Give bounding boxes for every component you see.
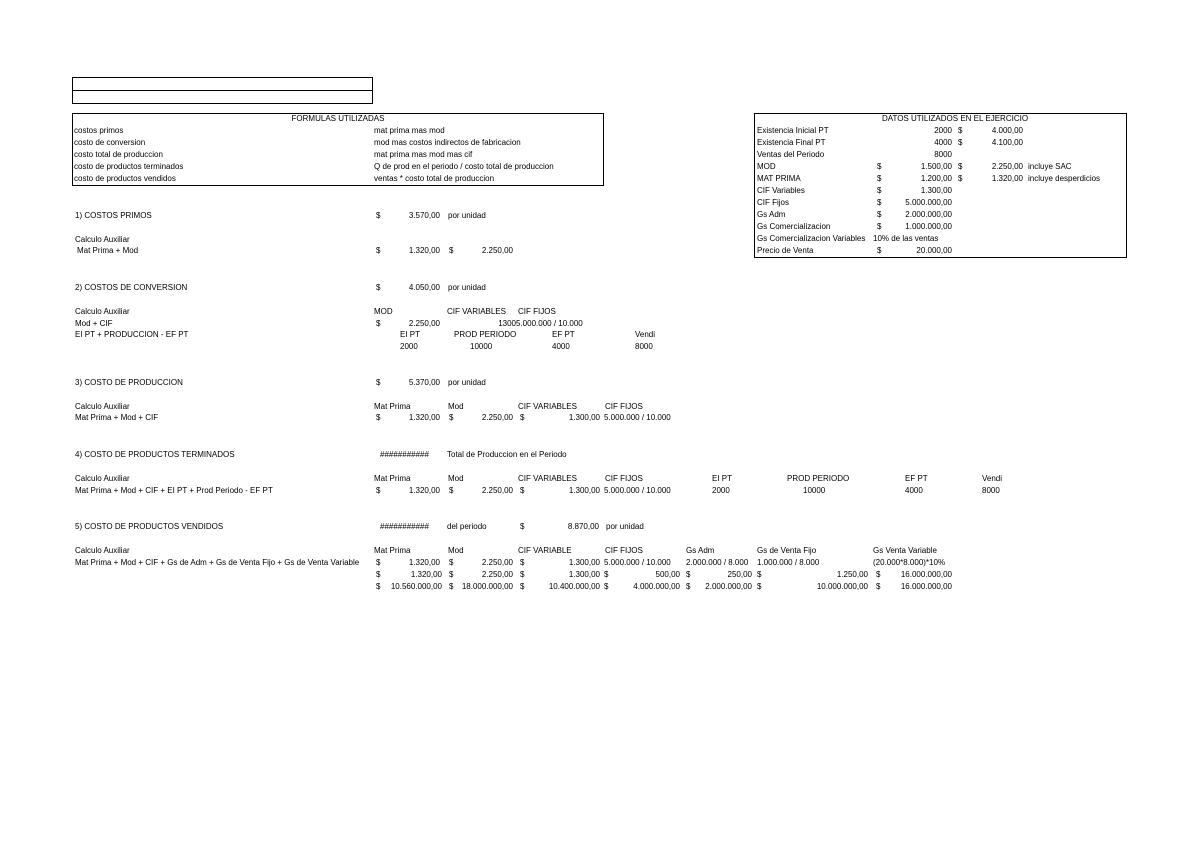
s5-cell: 1.320,00	[410, 570, 442, 579]
s2-title: 2) COSTOS DE CONVERSION	[75, 283, 188, 292]
s5-cur: $	[876, 570, 881, 579]
datos-label: Existencia Inicial PT	[757, 126, 829, 135]
s2-v-cifv: 1300	[498, 319, 516, 328]
s5-cur: $	[686, 582, 691, 591]
datos-title: DATOS UTILIZADOS EN EL EJERCICIO	[881, 114, 1029, 123]
s3-v-mod: 2.250,00	[481, 413, 513, 422]
s5-cur: $	[520, 582, 525, 591]
s5-cell: 2.000.000 / 8.000	[686, 558, 749, 567]
s4-h-eipt: EI PT	[712, 474, 733, 483]
formula-name: costo de productos terminados	[74, 162, 184, 171]
s1-title: 1) COSTOS PRIMOS	[75, 211, 152, 220]
s5-aux: Calculo Auxiliar	[75, 546, 130, 555]
s1-aux: Calculo Auxiliar	[75, 235, 130, 244]
s5-cell: 2.000.000,00	[705, 582, 752, 591]
s5-cell: 10.560.000,00	[390, 582, 442, 591]
datos-value: 2000	[934, 126, 952, 135]
s5-note: del periodo	[447, 522, 487, 531]
s4-h-prod: PROD PERIODO	[787, 474, 850, 483]
s5-cell: 1.000.000 / 8.000	[757, 558, 820, 567]
formula-text: Q de prod en el periodo / costo total de produccion	[374, 162, 554, 171]
s5-cur: $	[376, 570, 381, 579]
s5-cur: $	[757, 582, 762, 591]
datos-cur2: $	[958, 174, 963, 183]
datos-label: MOD	[757, 162, 776, 171]
s2-v-eipt: 2000	[400, 342, 418, 351]
s4-h-vend: Vendi	[982, 474, 1003, 483]
s5-cell: 1.300,00	[568, 570, 600, 579]
formula-text: mod mas costos indirectos de fabricacion	[374, 138, 521, 147]
s4-c-mp: $	[376, 486, 381, 495]
s5-cell: (20.000*8.000)*10%	[873, 558, 946, 567]
datos-value: 1.200,00	[920, 174, 952, 183]
datos-cur: 10% de las ventas	[873, 234, 939, 243]
s2-h-mod: MOD	[374, 307, 393, 316]
s2-c-mod: $	[376, 319, 381, 328]
s1-v1: 1.320,00	[408, 246, 440, 255]
s2-cur: $	[376, 283, 381, 292]
s4-aux: Calculo Auxiliar	[75, 474, 130, 483]
s3-cur: $	[376, 378, 381, 387]
s3-v-ciff: 5.000.000 / 10.000	[604, 413, 671, 422]
s5-cell: 1.300,00	[568, 558, 600, 567]
s3-v-cifv: 1.300,00	[568, 413, 600, 422]
s1-v2: 2.250,00	[481, 246, 513, 255]
s3-c-mp: $	[376, 413, 381, 422]
s3-value: 5.370,00	[408, 378, 440, 387]
s5-cell: 1.250,00	[836, 570, 868, 579]
datos-value: 1.500,00	[920, 162, 952, 171]
formula-name: costos primos	[74, 126, 124, 135]
s3-v-mp: 1.320,00	[408, 413, 440, 422]
s5-cell: 250,00	[727, 570, 752, 579]
formula-text: mat prima mas mod	[374, 126, 445, 135]
datos-label: Gs Comercializacion	[757, 222, 831, 231]
s5-cell: 2.250,00	[481, 558, 513, 567]
formula-name: costo de productos vendidos	[74, 174, 176, 183]
formulas-title: FORMULAS UTILIZADAS	[291, 114, 385, 123]
s5-cur: $	[604, 570, 609, 579]
datos-label: Ventas del Periodo	[757, 150, 825, 159]
datos-value2: 4.100,00	[991, 138, 1023, 147]
s5-cell: 4.000.000,00	[633, 582, 680, 591]
datos-cur: $	[877, 210, 882, 219]
s4-h-mp: Mat Prima	[374, 474, 411, 483]
datos-cur: $	[877, 174, 882, 183]
s4-v-prod: 10000	[803, 486, 826, 495]
s5-cur: $	[520, 558, 525, 567]
formula-name: costo total de produccion	[74, 150, 163, 159]
s4-c-mod: $	[449, 486, 454, 495]
s5-cell: 500,00	[655, 570, 680, 579]
s4-c-cifv: $	[520, 486, 525, 495]
s3-h-cifv: CIF VARIABLES	[518, 402, 577, 411]
s2-aux: Calculo Auxiliar	[75, 307, 130, 316]
datos-label: CIF Fijos	[757, 198, 789, 207]
datos-value: 2.000.000,00	[905, 210, 952, 219]
datos-cur: $	[877, 222, 882, 231]
s5-header: CIF FIJOS	[605, 546, 643, 555]
s5-cur: $	[376, 582, 381, 591]
s4-title: 4) COSTO DE PRODUCTOS TERMINADOS	[75, 450, 235, 459]
s1-c2: $	[449, 246, 454, 255]
formula-text: ventas * costo total de produccion	[374, 174, 495, 183]
s2-h-prod: PROD PERIODO	[454, 330, 517, 339]
s3-h-mp: Mat Prima	[374, 402, 411, 411]
s2-unit: por unidad	[448, 283, 486, 292]
s2-h-eipt: EI PT	[400, 330, 421, 339]
s5-cur: $	[686, 570, 691, 579]
datos-label: Existencia Final PT	[757, 138, 826, 147]
datos-note: incluye SAC	[1028, 162, 1072, 171]
datos-value: 4000	[934, 138, 952, 147]
s5-cur: $	[876, 582, 881, 591]
s1-value: 3.570,00	[408, 211, 440, 220]
s4-v-mod: 2.250,00	[481, 486, 513, 495]
s5-cell: 16.000.000,00	[900, 570, 952, 579]
s4-h-ciff: CIF FIJOS	[605, 474, 643, 483]
s3-h-ciff: CIF FIJOS	[605, 402, 643, 411]
s2-v-efpt: 4000	[552, 342, 570, 351]
s4-note: Total de Produccion en el Periodo	[447, 450, 567, 459]
datos-label: CIF Variables	[757, 186, 805, 195]
s5-cell: 18.000.000,00	[461, 582, 513, 591]
datos-cur: $	[877, 162, 882, 171]
s3-aux: Calculo Auxiliar	[75, 402, 130, 411]
s2-h-vend: Vendi	[635, 330, 656, 339]
s5-title: 5) COSTO DE PRODUCTOS VENDIDOS	[75, 522, 224, 531]
s2-v-prod: 10000	[470, 342, 493, 351]
s3-c-cifv: $	[520, 413, 525, 422]
datos-label: Precio de Venta	[757, 246, 814, 255]
datos-cur: $	[877, 198, 882, 207]
s5-cur: $	[449, 558, 454, 567]
s5-cur: $	[520, 522, 525, 531]
datos-value: 1.300,00	[920, 186, 952, 195]
datos-value2: 2.250,00	[991, 162, 1023, 171]
s5-cell: 10.400.000,00	[548, 582, 600, 591]
datos-value: 5.000.000,00	[905, 198, 952, 207]
s2-v-mod: 2.250,00	[408, 319, 440, 328]
datos-cur2: $	[958, 138, 963, 147]
s2-h-efpt: EF PT	[552, 330, 575, 339]
s3-c-mod: $	[449, 413, 454, 422]
s2-value: 4.050,00	[408, 283, 440, 292]
s2-h-ciff: CIF FIJOS	[518, 307, 556, 316]
s5-cell: 10.000.000,00	[816, 582, 868, 591]
datos-label: MAT PRIMA	[757, 174, 801, 183]
s5-cell: 16.000.000,00	[900, 582, 952, 591]
s5-cell: 2.250,00	[481, 570, 513, 579]
formula-text: mat prima mas mod mas cif	[374, 150, 473, 159]
s4-v-eipt: 2000	[712, 486, 730, 495]
s5-cell: 5.000.000 / 10.000	[604, 558, 671, 567]
s5-cur: $	[757, 570, 762, 579]
s4-h-efpt: EF PT	[905, 474, 928, 483]
datos-value: 20.000,00	[916, 246, 952, 255]
s4-v-mp: 1.320,00	[408, 486, 440, 495]
s5-cur: $	[376, 558, 381, 567]
s5-header: Gs de Venta Fijo	[757, 546, 817, 555]
s5-value: ###########	[380, 522, 429, 531]
datos-note: incluye desperdicios	[1028, 174, 1101, 183]
s1-c1: $	[376, 246, 381, 255]
s3-title: 3) COSTO DE PRODUCCION	[75, 378, 183, 387]
s3-h-mod: Mod	[448, 402, 464, 411]
s4-value: ###########	[380, 450, 429, 459]
s2-v-ciff: 5.000.000 / 10.000	[516, 319, 583, 328]
s5-header: CIF VARIABLE	[518, 546, 572, 555]
s4-h-cifv: CIF VARIABLES	[518, 474, 577, 483]
s2-h-cifv: CIF VARIABLES	[447, 307, 506, 316]
datos-label: Gs Comercializacion Variables	[757, 234, 866, 243]
s3-formula: Mat Prima + Mod + CIF	[75, 413, 159, 422]
s5-header: Mat Prima	[374, 546, 411, 555]
s5-header: Gs Adm	[686, 546, 715, 555]
datos-value: 8000	[934, 150, 952, 159]
s4-v-cifv: 1.300,00	[568, 486, 600, 495]
datos-value2: 1.320,00	[991, 174, 1023, 183]
s4-v-ciff: 5.000.000 / 10.000	[604, 486, 671, 495]
formula-name: costo de conversion	[74, 138, 146, 147]
s5-unit: por unidad	[606, 522, 644, 531]
s5-cell: 1.320,00	[408, 558, 440, 567]
datos-cur2: $	[958, 162, 963, 171]
s5-cur: $	[449, 570, 454, 579]
s5-header: Gs Venta Variable	[873, 546, 937, 555]
header-box-divider	[73, 90, 372, 91]
s5-cur: $	[604, 582, 609, 591]
datos-value: 1.000.000,00	[905, 222, 952, 231]
s5-header: Mod	[448, 546, 464, 555]
s4-formula: Mat Prima + Mod + CIF + EI PT + Prod Periodo - EF PT	[75, 486, 273, 495]
s3-unit: por unidad	[448, 378, 486, 387]
s4-v-vend: 8000	[982, 486, 1000, 495]
s4-v-efpt: 4000	[905, 486, 923, 495]
s2-formula1: Mod + CIF	[75, 319, 113, 328]
s5-value2: 8.870,00	[567, 522, 599, 531]
s5-cur: $	[449, 582, 454, 591]
datos-cur: $	[877, 186, 882, 195]
s1-formula: Mat Prima + Mod	[77, 246, 139, 255]
s2-formula2: EI PT + PRODUCCION - EF PT	[75, 330, 189, 339]
datos-value2: 4.000,00	[991, 126, 1023, 135]
s5-cur: $	[520, 570, 525, 579]
datos-cur2: $	[958, 126, 963, 135]
s1-cur: $	[376, 211, 381, 220]
s5-formula: Mat Prima + Mod + CIF + Gs de Adm + Gs de Venta Fijo + Gs de Venta Variable	[75, 558, 360, 567]
s1-unit: por unidad	[448, 211, 486, 220]
s2-v-vend: 8000	[635, 342, 653, 351]
datos-cur: $	[877, 246, 882, 255]
s4-h-mod: Mod	[448, 474, 464, 483]
datos-label: Gs Adm	[757, 210, 786, 219]
